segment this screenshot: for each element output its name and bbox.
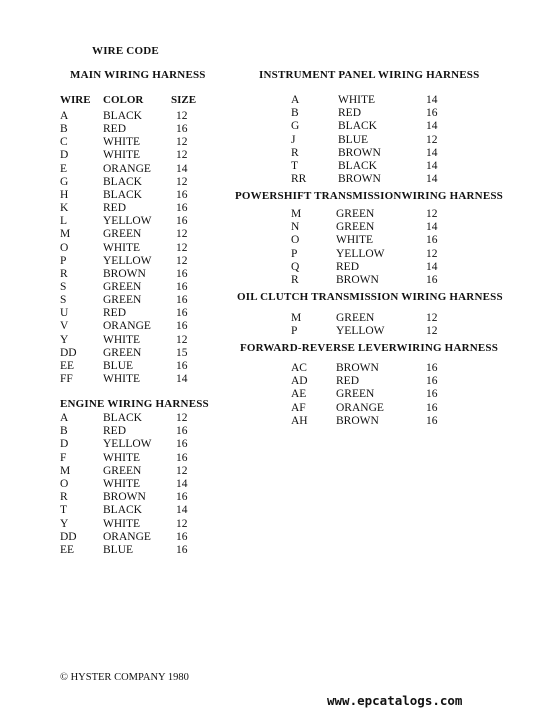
cell-color: BROWN [336,362,379,374]
cell-size: 16 [426,401,438,414]
cell-size: 12 [176,175,188,188]
table-row [60,176,220,189]
table-row [291,388,451,401]
table-row [60,373,220,386]
cell-wire: E [60,162,68,175]
table-row [291,415,451,428]
cell-color: WHITE [103,149,141,162]
table-row [60,123,220,136]
cell-wire: G [60,175,69,188]
cell-size: 16 [176,188,188,201]
cell-color: WHITE [103,451,141,464]
cell-wire: FF [60,373,73,385]
watermark-link[interactable]: www.epcatalogs.com [327,693,463,708]
cell-color: BLACK [103,412,142,424]
table-row [60,149,220,162]
cell-size: 12 [176,136,188,149]
table-row [60,228,220,241]
cell-color: WHITE [103,333,141,346]
cell-size: 12 [426,325,438,338]
cell-size: 12 [426,312,438,324]
cell-wire: M [60,228,71,241]
cell-wire: S [60,280,67,293]
table-row [60,255,220,268]
cell-color: GREEN [103,294,142,307]
cell-size: 16 [426,362,438,374]
cell-wire: U [60,307,69,320]
cell-size: 16 [176,544,188,556]
cell-size: 14 [426,260,438,273]
cell-color: RED [103,123,126,136]
table-row [60,504,220,517]
cell-wire: T [60,504,68,517]
cell-wire: AH [291,414,308,427]
cell-wire: AF [291,401,306,414]
cell-wire: G [291,120,300,133]
cell-color: ORANGE [103,530,151,543]
cell-color: WHITE [103,241,141,254]
table-row [291,325,451,338]
cell-color: GREEN [336,388,375,401]
cell-size: 16 [176,438,188,451]
cell-wire: B [291,107,299,120]
cell-wire: D [60,149,69,162]
cell-color: RED [338,107,361,120]
table-row [291,221,451,234]
cell-size: 16 [176,294,188,307]
cell-wire: Y [60,333,69,346]
table-row [60,136,220,149]
table-row [60,544,220,557]
table-row [291,208,451,221]
table-row [60,110,220,123]
cell-wire: K [60,202,69,215]
cell-color: BLACK [103,504,142,517]
cell-size: 12 [176,254,188,267]
col-header-size: SIZE [171,94,197,106]
table-row [291,362,451,375]
cell-wire: R [60,491,68,504]
cell-color: YELLOW [336,247,385,260]
table-row [291,312,451,325]
table-row [60,320,220,333]
cell-size: 16 [176,280,188,293]
col-header-color: COLOR [103,94,144,106]
cell-color: RED [336,260,359,273]
cell-wire: D [60,438,69,451]
table-row [60,412,220,425]
cell-size: 12 [426,247,438,260]
table-row [60,281,220,294]
cell-wire: T [291,160,299,172]
cell-wire: O [60,241,69,254]
cell-color: ORANGE [103,320,151,333]
cell-size: 16 [426,388,438,401]
cell-size: 12 [176,228,188,241]
cell-color: BLACK [103,110,142,122]
cell-wire: R [60,267,68,280]
cell-color: YELLOW [103,215,152,228]
cell-size: 16 [176,215,188,228]
cell-size: 12 [426,133,438,146]
cell-size: 14 [426,160,438,172]
table-row [60,491,220,504]
cell-color: GREEN [103,228,142,241]
cell-color: YELLOW [336,325,385,338]
cell-size: 16 [176,202,188,215]
table-row [60,268,220,281]
cell-wire: R [291,274,299,286]
table-row [291,173,451,186]
cell-size: 12 [176,149,188,162]
cell-size: 16 [176,307,188,320]
table-row [60,189,220,202]
cell-color: BROWN [103,491,146,504]
cell-wire: EE [60,359,75,372]
cell-wire: N [291,221,300,234]
cell-color: BROWN [336,274,379,286]
cell-size: 16 [426,375,438,388]
cell-size: 12 [176,517,188,530]
cell-color: RED [103,202,126,215]
table-row [60,215,220,228]
page-title: WIRE CODE [92,45,159,57]
table-row [291,234,451,247]
cell-size: 12 [176,333,188,346]
cell-wire: A [291,94,300,106]
cell-wire: P [291,325,298,338]
cell-size: 16 [176,451,188,464]
cell-wire: Y [60,517,69,530]
cell-size: 16 [426,107,438,120]
cell-wire: P [291,247,298,260]
cell-wire: Q [291,260,300,273]
cell-color: BROWN [338,173,381,186]
cell-wire: F [60,451,67,464]
table-row [291,160,451,173]
cell-color: GREEN [103,464,142,477]
table-row [60,242,220,255]
cell-size: 12 [176,464,188,477]
table-row [291,147,451,160]
cell-color: GREEN [336,221,375,234]
table-row [60,438,220,451]
cell-color: BLUE [338,133,369,146]
cell-wire: M [291,312,302,324]
cell-color: BLUE [103,359,134,372]
table-row [291,107,451,120]
cell-wire: S [60,294,67,307]
cell-size: 14 [176,162,188,175]
cell-color: YELLOW [103,254,152,267]
cell-size: 16 [176,359,188,372]
table-row [291,274,451,287]
table-row [60,202,220,215]
cell-color: WHITE [338,94,376,106]
cell-size: 14 [426,146,438,159]
cell-wire: RR [291,173,307,186]
cell-wire: O [291,234,300,247]
cell-wire: B [60,123,68,136]
table-row [60,307,220,320]
cell-wire: EE [60,544,75,556]
fwd-rev-harness-title: FORWARD-REVERSE LEVERWIRING HARNESS [240,342,499,354]
cell-color: ORANGE [336,401,384,414]
cell-wire: J [291,133,296,146]
cell-size: 14 [426,94,438,106]
cell-wire: M [291,208,302,220]
instrument-harness-title: INSTRUMENT PANEL WIRING HARNESS [259,69,480,81]
cell-size: 16 [426,234,438,247]
cell-color: BROWN [338,146,381,159]
table-row [60,478,220,491]
cell-wire: P [60,254,67,267]
cell-wire: DD [60,346,77,359]
cell-color: WHITE [103,136,141,149]
table-row [60,294,220,307]
cell-color: WHITE [103,478,141,490]
cell-size: 16 [176,491,188,504]
cell-color: GREEN [103,346,142,359]
table-row [60,347,220,360]
cell-size: 14 [426,173,438,186]
table-row [60,360,220,373]
oil-clutch-harness-title: OIL CLUTCH TRANSMISSION WIRING HARNESS [237,291,503,303]
cell-color: WHITE [103,517,141,530]
table-row [60,334,220,347]
powershift-harness-title: POWERSHIFT TRANSMISSIONWIRING HARNESS [235,190,503,202]
table-row [291,375,451,388]
cell-color: BLACK [103,188,142,201]
cell-wire: AD [291,375,308,388]
cell-size: 16 [176,267,188,280]
table-row [291,134,451,147]
cell-size: 12 [426,208,438,220]
cell-wire: DD [60,530,77,543]
cell-wire: L [60,215,68,228]
cell-wire: C [60,136,68,149]
cell-wire: O [60,478,69,490]
cell-color: RED [103,307,126,320]
cell-wire: AC [291,362,307,374]
cell-size: 14 [176,478,188,490]
cell-color: ORANGE [103,162,151,175]
cell-size: 14 [426,221,438,234]
cell-color: BROWN [336,414,379,427]
cell-color: GREEN [336,312,375,324]
cell-color: GREEN [336,208,375,220]
cell-wire: A [60,110,69,122]
table-row [60,465,220,478]
col-header-wire: WIRE [60,94,91,106]
table-row [291,248,451,261]
table-row [60,425,220,438]
cell-size: 14 [176,504,188,517]
cell-color: GREEN [103,280,142,293]
table-row [291,402,451,415]
engine-harness-title: ENGINE WIRING HARNESS [60,398,209,410]
table-row [60,518,220,531]
cell-color: BLACK [103,175,142,188]
cell-size: 15 [176,346,188,359]
table-row [60,163,220,176]
cell-size: 16 [426,414,438,427]
cell-wire: R [291,146,299,159]
cell-wire: AE [291,388,307,401]
table-row [60,452,220,465]
cell-size: 14 [176,373,188,385]
table-row [291,120,451,133]
cell-color: BLUE [103,544,134,556]
cell-color: BLACK [338,120,377,133]
cell-size: 12 [176,241,188,254]
cell-color: BROWN [103,267,146,280]
cell-size: 14 [426,120,438,133]
cell-wire: B [60,425,68,438]
cell-wire: M [60,464,71,477]
table-row [291,261,451,274]
main-harness-title: MAIN WIRING HARNESS [70,69,206,81]
cell-size: 16 [176,530,188,543]
cell-color: BLACK [338,160,377,172]
cell-color: RED [336,375,359,388]
cell-color: YELLOW [103,438,152,451]
table-row [291,94,451,107]
copyright-notice: © HYSTER COMPANY 1980 [60,672,189,683]
cell-wire: A [60,412,69,424]
cell-size: 16 [176,123,188,136]
cell-wire: V [60,320,69,333]
cell-color: WHITE [103,373,141,385]
cell-size: 16 [176,425,188,438]
cell-size: 12 [176,412,188,424]
cell-size: 16 [176,320,188,333]
table-row [60,531,220,544]
cell-color: WHITE [336,234,374,247]
cell-color: RED [103,425,126,438]
cell-wire: H [60,188,69,201]
cell-size: 16 [426,274,438,286]
cell-size: 12 [176,110,188,122]
